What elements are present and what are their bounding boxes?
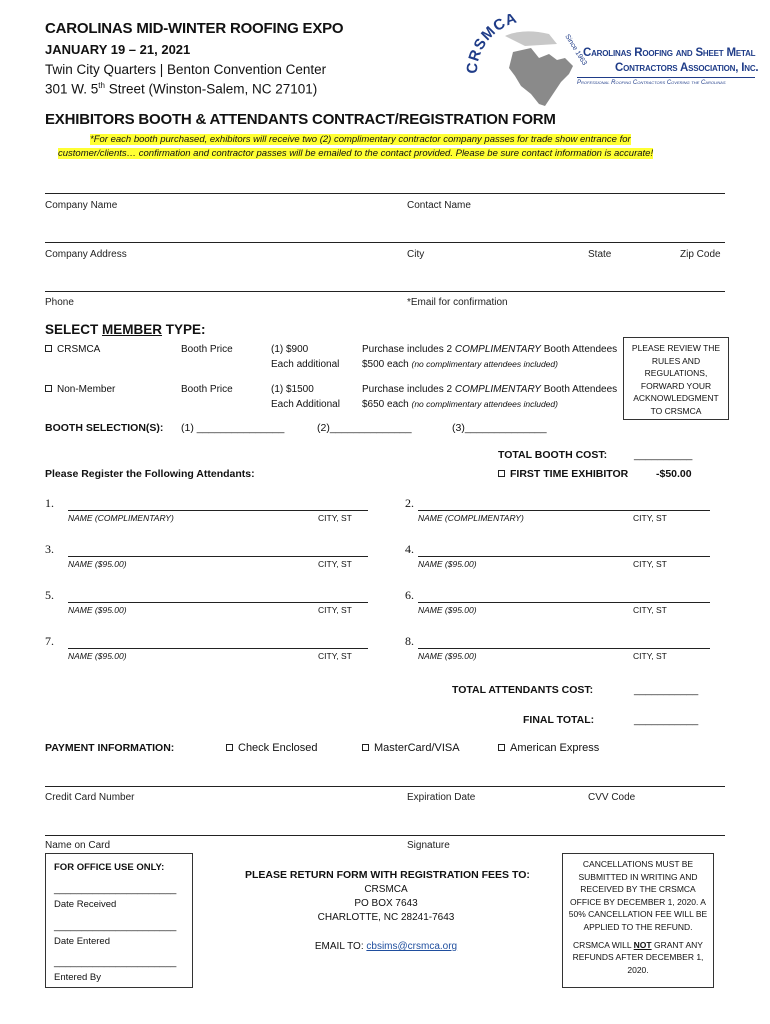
crsmca-price: (1) $900: [271, 344, 309, 355]
expo-dates: JANUARY 19 – 21, 2021: [45, 42, 191, 57]
attendee-number: 5.: [45, 588, 54, 602]
first-time-discount: -$50.00: [656, 468, 692, 480]
return-email-line: EMAIL TO: cbsims@crsmca.org: [314, 941, 458, 952]
company-address-field[interactable]: Company Address: [45, 249, 127, 260]
crsmca-each-price: $500 each (no complimentary attendees included): [362, 359, 558, 370]
date-entered-label: Date Entered: [54, 936, 110, 947]
zip-field[interactable]: Zip Code: [680, 249, 721, 260]
attendee-name-label: NAME ($95.00): [418, 651, 477, 661]
attendee-city-label: CITY, ST: [318, 513, 352, 523]
american-express-checkbox[interactable]: American Express: [498, 742, 599, 754]
attendee-name-input[interactable]: [68, 602, 368, 603]
crsmca-checkbox[interactable]: CRSMCA: [45, 344, 100, 355]
nonmember-booth-price-label: Booth Price: [181, 384, 233, 395]
attendee-name-input[interactable]: [68, 556, 368, 557]
booth-selection-2[interactable]: (2)______________: [317, 422, 412, 434]
nonmember-purchase-note: Purchase includes 2 COMPLIMENTARY Booth Attendees: [362, 384, 618, 395]
check-enclosed-checkbox[interactable]: Check Enclosed: [226, 742, 318, 754]
checkbox-icon: [362, 744, 369, 751]
cancellation-policy-box: [562, 853, 714, 988]
name-on-card-field[interactable]: Name on Card: [45, 840, 111, 851]
attendee-name-label: NAME ($95.00): [68, 651, 127, 661]
address-line: 301 W. 5th Street (Winston-Salem, NC 27101): [45, 81, 318, 97]
first-time-exhibitor-checkbox[interactable]: FIRST TIME EXHIBITOR: [498, 468, 628, 480]
org-name-line1: Carolinas Roofing and Sheet Metal: [583, 47, 756, 59]
mastercard-visa-checkbox[interactable]: MasterCard/VISA: [362, 742, 460, 754]
attendee-name-label: NAME ($95.00): [68, 559, 127, 569]
attendee-number: 6.: [405, 588, 414, 602]
attendee-city-label: CITY, ST: [318, 651, 352, 661]
attendee-name-label: NAME (COMPLIMENTARY): [418, 513, 524, 523]
attendee-name-label: NAME ($95.00): [418, 605, 477, 615]
contact-name-field[interactable]: Contact Name: [407, 200, 471, 211]
crsmca-purchase-note: Purchase includes 2 COMPLIMENTARY Booth Attendees: [362, 344, 618, 355]
final-total-value[interactable]: ___________: [634, 714, 699, 726]
company-name-field[interactable]: Company Name: [45, 200, 118, 211]
form-title: EXHIBITORS BOOTH & ATTENDANTS CONTRACT/REGISTRATION FORM: [45, 111, 556, 128]
form-note-line1: *For each booth purchased, exhibitors will receive two (2) complimentary contractor company passes for trade show entrance for: [90, 134, 631, 145]
attendee-name-label: NAME ($95.00): [68, 605, 127, 615]
crsmca-booth-price-label: Booth Price: [181, 344, 233, 355]
date-received-label: Date Received: [54, 899, 117, 910]
checkbox-icon: [498, 470, 505, 477]
office-use-box: [45, 853, 193, 988]
return-city: CHARLOTTE, NC 28241-7643: [317, 912, 455, 923]
attendee-number: 1.: [45, 496, 54, 510]
org-tagline: Professional Roofing Contractors Covering the Carolinas: [577, 80, 726, 86]
form-note-line2: customer/clients… confirmation and contractor passes will be emailed to the contact provided. Please be sure contact information is accurate!: [58, 148, 654, 159]
attendee-number: 2.: [405, 496, 414, 510]
email-field[interactable]: *Email for confirmation: [407, 297, 508, 308]
register-attendants-label: Please Register the Following Attendants:: [45, 468, 255, 480]
attendee-name-input[interactable]: [418, 648, 710, 649]
entered-by-label: Entered By: [54, 972, 101, 983]
checkbox-icon: [45, 345, 52, 352]
return-form-heading: PLEASE RETURN FORM WITH REGISTRATION FEES TO:: [245, 869, 530, 881]
venue-line: Twin City Quarters | Benton Convention Center: [45, 62, 327, 77]
state-field[interactable]: State: [588, 249, 612, 260]
booth-selection-label: BOOTH SELECTION(S):: [45, 422, 164, 434]
no-refund-text: CRSMCA WILL NOT GRANT ANY REFUNDS AFTER DECEMBER 1, 2020.: [572, 939, 704, 975]
nonmember-additional: Each Additional: [271, 399, 340, 410]
date-entered-line[interactable]: ______________________: [54, 921, 177, 932]
booth-selection-1[interactable]: (1) _______________: [181, 422, 285, 434]
crsmca-additional: Each additional: [271, 359, 340, 370]
attendee-number: 3.: [45, 542, 54, 556]
total-attendants-cost-label: TOTAL ATTENDANTS COST:: [452, 684, 594, 696]
attendee-name-input[interactable]: [418, 602, 710, 603]
crsmca-logo: [465, 14, 760, 114]
cvv-code-field[interactable]: CVV Code: [588, 792, 636, 803]
nonmember-price: (1) $1500: [271, 384, 314, 395]
phone-field[interactable]: Phone: [45, 297, 74, 308]
final-total-label: FINAL TOTAL:: [523, 714, 595, 726]
expo-title: CAROLINAS MID-WINTER ROOFING EXPO: [45, 20, 344, 37]
review-rules-box: PLEASE REVIEW THE RULES AND REGULATIONS, FORWARD YOUR ACKNOWLEDGMENT TO CRSMCA: [623, 337, 729, 420]
checkbox-icon: [45, 385, 52, 392]
payment-information-label: PAYMENT INFORMATION:: [45, 742, 175, 754]
attendee-number: 8.: [405, 634, 414, 648]
attendee-name-input[interactable]: [418, 510, 710, 511]
signature-field[interactable]: Signature: [407, 840, 450, 851]
checkbox-icon: [226, 744, 233, 751]
svg-text:Since 1963: Since 1963: [563, 33, 588, 67]
return-po-box: PO BOX 7643: [354, 898, 418, 909]
total-booth-cost-value[interactable]: __________: [634, 449, 693, 461]
date-received-line[interactable]: ______________________: [54, 884, 177, 895]
svg-text:CRSMCA: CRSMCA: [465, 14, 520, 75]
member-type-heading: SELECT MEMBER TYPE:: [45, 322, 206, 337]
attendee-number: 4.: [405, 542, 414, 556]
email-link[interactable]: cbsims@crsmca.org: [366, 941, 458, 952]
booth-selection-3[interactable]: (3)______________: [452, 422, 547, 434]
entered-by-line[interactable]: ______________________: [54, 957, 177, 968]
attendee-city-label: CITY, ST: [633, 651, 667, 661]
attendee-name-input[interactable]: [68, 648, 368, 649]
attendee-city-label: CITY, ST: [633, 559, 667, 569]
attendee-name-label: NAME ($95.00): [418, 559, 477, 569]
attendee-city-label: CITY, ST: [633, 513, 667, 523]
attendee-city-label: CITY, ST: [318, 559, 352, 569]
return-org: CRSMCA: [364, 884, 408, 895]
attendee-city-label: CITY, ST: [633, 605, 667, 615]
nonmember-each-price: $650 each (no complimentary attendees included): [362, 399, 558, 410]
nonmember-checkbox[interactable]: Non-Member: [45, 384, 115, 395]
credit-card-number-field[interactable]: Credit Card Number: [45, 792, 135, 803]
attendee-name-input[interactable]: [68, 510, 368, 511]
attendee-number: 7.: [45, 634, 54, 648]
attendee-name-label: NAME (COMPLIMENTARY): [68, 513, 174, 523]
total-attendants-cost-value[interactable]: ___________: [634, 684, 699, 696]
org-name-line2: Contractors Association, Inc.: [615, 62, 759, 74]
office-use-title: FOR OFFICE USE ONLY:: [54, 862, 165, 873]
attendee-name-input[interactable]: [418, 556, 710, 557]
checkbox-icon: [498, 744, 505, 751]
total-booth-cost-label: TOTAL BOOTH COST:: [498, 449, 608, 461]
attendee-city-label: CITY, ST: [318, 605, 352, 615]
cancellation-text: CANCELLATIONS MUST BE SUBMITTED IN WRITING AND RECEIVED BY THE CRSMCA OFFICE BY DECEMBER 1, 2020. A 50% CANCELLATION FEE WILL BE APPLIED TO THE REFUND.: [568, 859, 708, 932]
city-field[interactable]: City: [407, 249, 425, 260]
expiration-date-field[interactable]: Expiration Date: [407, 792, 476, 803]
